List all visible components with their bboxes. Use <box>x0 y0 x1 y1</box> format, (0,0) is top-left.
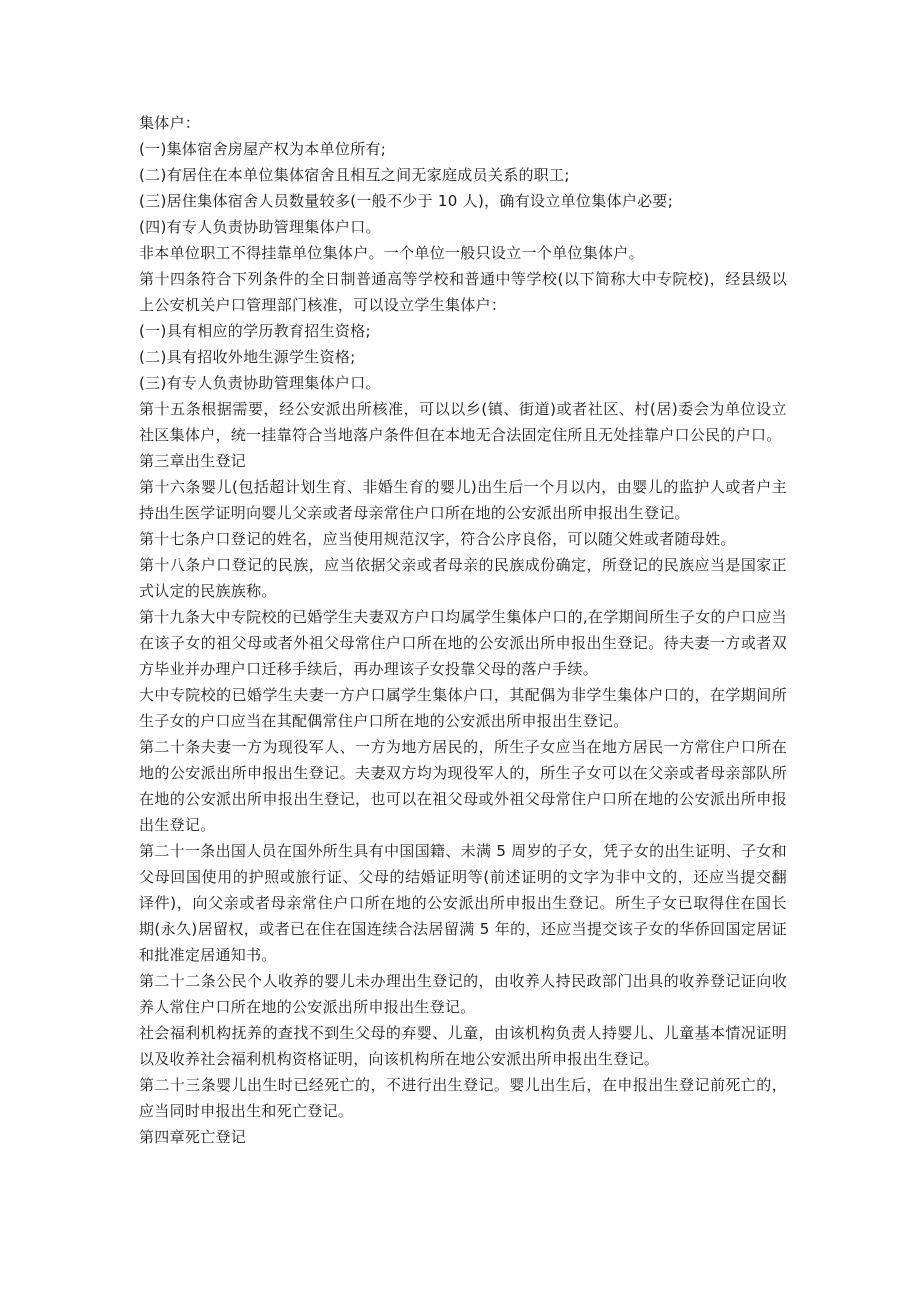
paragraph: (四)有专人负责协助管理集体户口。 <box>139 218 381 236</box>
paragraph: 社会福利机构抚养的查找不到生父母的弃婴、儿童，由该机构负责人持婴儿、儿童基本情况证明以及收养社会福利机构资格证明，向该机构所在地公安派出所申报出生登记。 <box>139 1024 787 1068</box>
paragraph: 第十四条符合下列条件的全日制普通高等学校和普通中等学校(以下简称大中专院校)，经县级以上公安机关户口管理部门核准，可以设立学生集体户： <box>139 270 787 314</box>
paragraph: 第二十一条出国人员在国外所生具有中国国籍、未满 5 周岁的子女，凭子女的出生证明、子女和父母回国使用的护照或旅行证、父母的结婚证明等(前述证明的文字为非中文的，还应当提交翻译件)，向父亲或者母亲常住户口所在地的公安派出所申报出生登记。所生子女已取得住在国长期(永久)居留权，或者已在住在国连续合法居留满 5 年的，还应当提交该子女的华侨回国定居证和批准定居通知书。 <box>139 842 787 964</box>
paragraph: (二)具有招收外地生源学生资格; <box>139 348 356 366</box>
paragraph: 大中专院校的已婚学生夫妻一方户口属学生集体户口，其配偶为非学生集体户口的，在学期间所生子女的户口应当在其配偶常住户口所在地的公安派出所申报出生登记。 <box>139 686 787 730</box>
paragraph: 第十九条大中专院校的已婚学生夫妻双方户口均属学生集体户口的,在学期间所生子女的户口应当在该子女的祖父母或者外祖父母常住户口所在地的公安派出所申报出生登记。待夫妻一方或者双方毕业并办理户口迁移手续后，再办理该子女投靠父母的落户手续。 <box>139 608 787 678</box>
paragraph: 第十六条婴儿(包括超计划生育、非婚生育的婴儿)出生后一个月以内，由婴儿的监护人或者户主持出生医学证明向婴儿父亲或者母亲常住户口所在地的公安派出所申报出生登记。 <box>139 478 787 522</box>
paragraph: 第十五条根据需要，经公安派出所核准，可以以乡(镇、街道)或者社区、村(居)委会为单位设立社区集体户，统一挂靠符合当地落户条件但在本地无合法固定住所且无处挂靠户口公民的户口。 <box>139 400 787 444</box>
paragraph: (三)有专人负责协助管理集体户口。 <box>139 374 381 392</box>
document-body <box>139 110 787 1150</box>
paragraph: (二)有居住在本单位集体宿舍且相互之间无家庭成员关系的职工; <box>139 166 570 184</box>
paragraph: 集体户： <box>139 114 201 132</box>
paragraph: (一)具有相应的学历教育招生资格; <box>139 322 371 340</box>
paragraph: 第二十二条公民个人收养的婴儿未办理出生登记的，由收养人持民政部门出具的收养登记证向收养人常住户口所在地的公安派出所申报出生登记。 <box>139 972 787 1016</box>
paragraph: 第二十条夫妻一方为现役军人、一方为地方居民的，所生子女应当在地方居民一方常住户口所在地的公安派出所申报出生登记。夫妻双方均为现役军人的，所生子女可以在父亲或者母亲部队所在地的公安派出所申报出生登记，也可以在祖父母或外祖父母常住户口所在地的公安派出所申报出生登记。 <box>139 738 787 834</box>
paragraph: 第十八条户口登记的民族，应当依据父亲或者母亲的民族成份确定，所登记的民族应当是国家正式认定的民族族称。 <box>139 556 787 600</box>
paragraph: (三)居住集体宿舍人员数量较多(一般不少于 10 人)，确有设立单位集体户必要; <box>139 192 674 210</box>
paragraph: 第十七条户口登记的姓名，应当使用规范汉字，符合公序良俗，可以随父姓或者随母姓。 <box>139 530 736 548</box>
paragraph: (一)集体宿舍房屋产权为本单位所有; <box>139 140 387 158</box>
paragraph: 非本单位职工不得挂靠单位集体户。一个单位一般只设立一个单位集体户。 <box>139 244 644 262</box>
chapter-heading: 第四章死亡登记 <box>139 1128 247 1146</box>
chapter-heading: 第三章出生登记 <box>139 452 247 470</box>
paragraph: 第二十三条婴儿出生时已经死亡的，不进行出生登记。婴儿出生后，在申报出生登记前死亡的，应当同时申报出生和死亡登记。 <box>139 1076 787 1120</box>
